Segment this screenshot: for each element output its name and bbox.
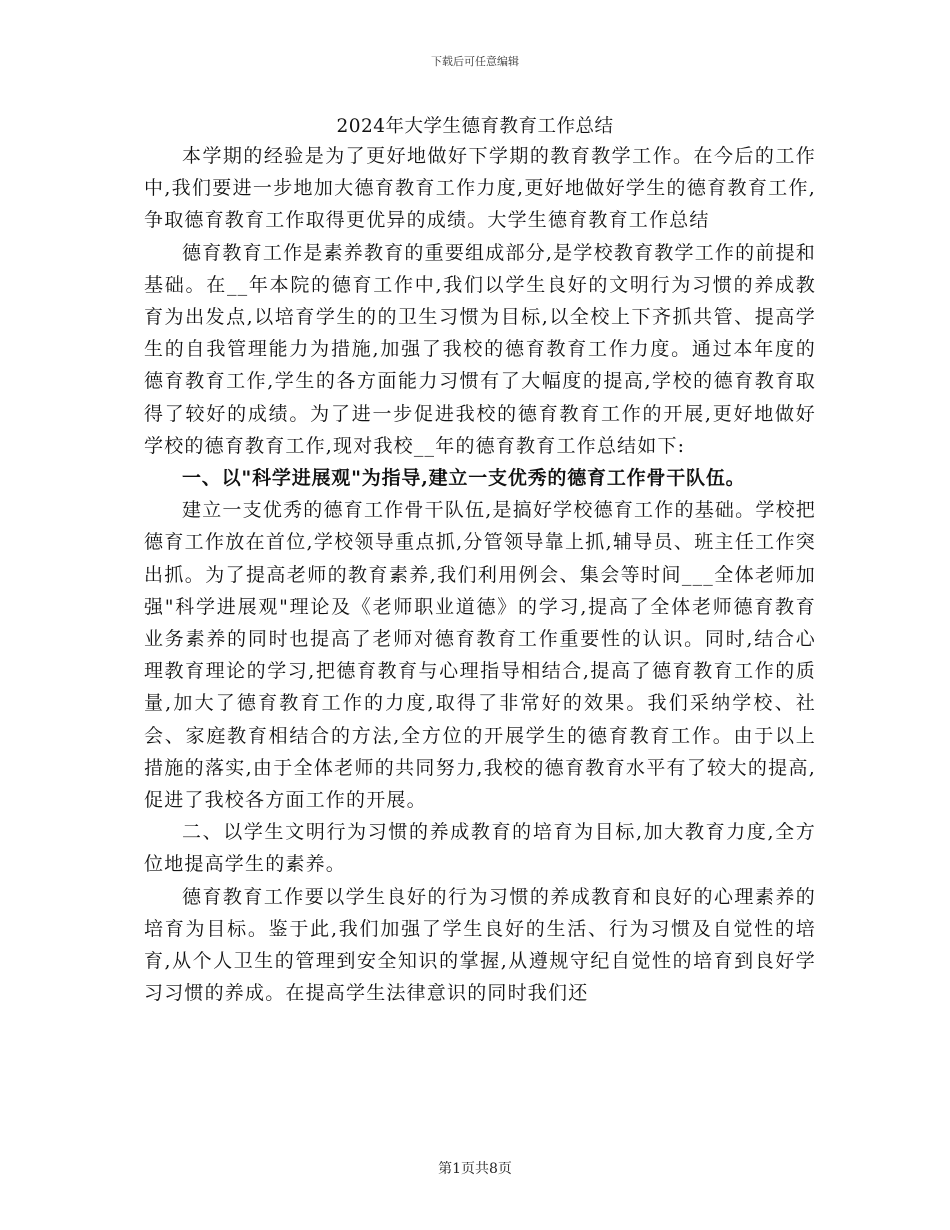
- header-note: 下载后可任意编辑: [431, 55, 519, 68]
- section-heading-2: 二、以学生文明行为习惯的养成教育的培育为目标,加大教育力度,全方位地提高学生的素养。: [144, 821, 816, 876]
- paragraph-section-1: 建立一支优秀的德育工作骨干队伍,是搞好学校德育工作的基础。学校把德育工作放在首位,学校领导重点抓,分管领导靠上抓,辅导员、班主任工作突出抓。为了提高老师的教育素养,我们利用例会、集会等时间___全体老师加强"科学进展观"理论及《老师职业道德》的学习,提高了全体老师德育教育业务素养的同时也提高了老师对德育教育工作重要性的认识。同时,结合心理教育理论的学习,把德育教育与心理指导相结合,提高了德育教育工作的质量,加大了德育教育工作的力度,取得了非常好的效果。我们采纳学校、社会、家庭教育相结合的方法,全方位的开展学生的德育教育工作。由于以上措施的落实,由于全体老师的共同努力,我校的德育教育水平有了较大的提高,促进了我校各方面工作的开展。: [144, 499, 816, 812]
- page-number: 第1页共8页: [438, 1161, 512, 1177]
- paragraph-intro: 本学期的经验是为了更好地做好下学期的教育教学工作。在今后的工作中,我们要进一步地加大德育教育工作力度,更好地做好学生的德育教育工作,争取德育教育工作取得更优异的成绩。大学生德育教育工作总结: [144, 145, 816, 232]
- document-body: [144, 140, 816, 1009]
- document-title: 2024年大学生德育教育工作总结: [336, 116, 614, 137]
- section-heading-1: 一、以"科学进展观"为指导,建立一支优秀的德育工作骨干队伍。: [182, 467, 746, 490]
- paragraph-section-2: 德育教育工作要以学生良好的行为习惯的养成教育和良好的心理素养的培育为目标。鉴于此,我们加强了学生良好的生活、行为习惯及自觉性的培育,从个人卫生的管理到安全知识的掌握,从遵规守纪自觉性的培育到良好学习习惯的养成。在提高学生法律意识的同时我们还: [144, 885, 816, 1005]
- paragraph-overview: 德育教育工作是素养教育的重要组成部分,是学校教育教学工作的前提和基础。在__年本院的德育工作中,我们以学生良好的文明行为习惯的养成教育为出发点,以培育学生的的卫生习惯为目标,以全校上下齐抓共管、提高学生的自我管理能力为措施,加强了我校的德育教育工作力度。通过本年度的德育教育工作,学生的各方面能力习惯有了大幅度的提高,学校的德育教育取得了较好的成绩。为了进一步促进我校的德育教育工作的开展,更好地做好学校的德育教育工作,现对我校__年的德育教育工作总结如下:: [144, 241, 816, 457]
